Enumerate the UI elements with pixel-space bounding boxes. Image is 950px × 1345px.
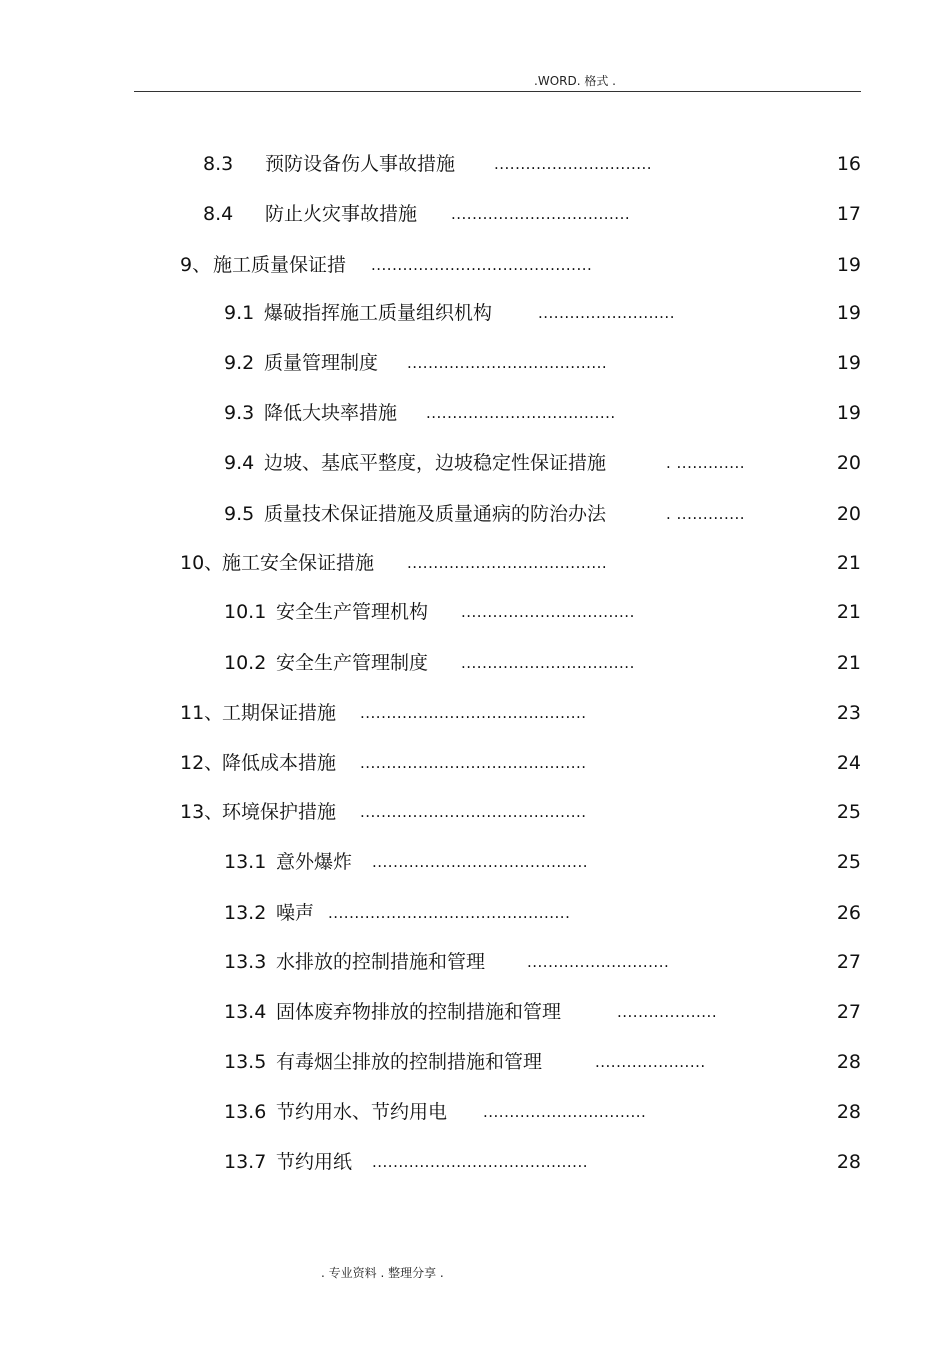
toc-entry-title: 节约用水、节约用电 [276, 1101, 448, 1123]
toc-entry-leader-dots: .............................. [494, 155, 653, 173]
toc-entry-leader-dots: ..................... [595, 1053, 706, 1071]
toc-entry-number: 10、 [180, 552, 224, 574]
toc-entry[interactable] [0, 997, 950, 1027]
toc-entry-page-number: 21 [836, 601, 861, 623]
toc-entry-title: 施工质量保证措 [213, 254, 347, 276]
toc-entry-title: 降低大块率措施 [264, 402, 398, 424]
toc-entry-leader-dots: ................................. [461, 603, 635, 621]
toc-entry-leader-dots: ............................... [483, 1103, 647, 1121]
toc-entry[interactable] [0, 1147, 950, 1177]
toc-entry-leader-dots: .................................... [426, 404, 616, 422]
toc-entry-leader-dots: ...................................... [407, 554, 608, 572]
toc-entry-title: 节约用纸 [276, 1151, 353, 1173]
toc-entry-page-number: 19 [836, 352, 861, 374]
toc-entry-number: 8.4 [203, 203, 234, 225]
toc-entry-leader-dots: .......................................... [371, 256, 593, 274]
toc-entry-page-number: 24 [836, 752, 861, 774]
toc-entry-title: 边坡、基底平整度，边坡稳定性保证措施 [264, 452, 607, 474]
toc-entry[interactable] [0, 348, 950, 378]
toc-entry-title: 质量技术保证措施及质量通病的防治办法 [264, 503, 607, 525]
page-header-text: .WORD. 格式 . [534, 74, 616, 88]
toc-entry-leader-dots: ........................................... [360, 803, 587, 821]
toc-entry-title: 防止火灾事故措施 [265, 203, 418, 225]
toc-entry-leader-dots: .................................. [451, 205, 631, 223]
toc-entry-title: 预防设备伤人事故措施 [265, 153, 456, 175]
toc-entry-page-number: 28 [836, 1101, 861, 1123]
toc-entry-number: 13.3 [224, 951, 267, 973]
header-rule [134, 91, 861, 92]
toc-entry-leader-dots: . ............. [666, 505, 746, 523]
toc-entry[interactable] [0, 448, 950, 478]
toc-entry-title: 意外爆炸 [276, 851, 353, 873]
toc-entry-page-number: 19 [836, 254, 861, 276]
toc-entry-number: 13.4 [224, 1001, 267, 1023]
toc-entry-number: 10.1 [224, 601, 267, 623]
toc-entry-leader-dots: . ............. [666, 454, 746, 472]
toc-entry-number: 13.1 [224, 851, 267, 873]
toc-entry-leader-dots: ........................................... [360, 754, 587, 772]
toc-entry[interactable] [0, 499, 950, 529]
toc-entry[interactable] [0, 149, 950, 179]
toc-entry-leader-dots: ................................. [461, 654, 635, 672]
page-footer-text: . 专业资料 . 整理分享 . [321, 1266, 444, 1280]
toc-entry-number: 13.7 [224, 1151, 267, 1173]
toc-entry-number: 13.2 [224, 902, 267, 924]
toc-entry-number: 13、 [180, 801, 224, 823]
toc-entry[interactable] [0, 797, 950, 827]
toc-entry-page-number: 19 [836, 302, 861, 324]
toc-entry[interactable] [0, 947, 950, 977]
toc-entry-number: 9.3 [224, 402, 255, 424]
toc-entry-page-number: 28 [836, 1051, 861, 1073]
toc-entry[interactable] [0, 898, 950, 928]
toc-entry-title: 工期保证措施 [222, 702, 337, 724]
toc-entry[interactable] [0, 1097, 950, 1127]
toc-entry-page-number: 21 [836, 552, 861, 574]
toc-entry-number: 9.1 [224, 302, 255, 324]
toc-entry-page-number: 17 [836, 203, 861, 225]
toc-entry-number: 12、 [180, 752, 224, 774]
toc-entry[interactable] [0, 748, 950, 778]
toc-entry-number: 11、 [180, 702, 224, 724]
toc-entry-page-number: 20 [836, 452, 861, 474]
toc-entry-page-number: 19 [836, 402, 861, 424]
toc-entry-number: 9.4 [224, 452, 255, 474]
toc-entry-leader-dots: ...................................... [407, 354, 608, 372]
toc-entry[interactable] [0, 698, 950, 728]
toc-entry-title: 固体废弃物排放的控制措施和管理 [276, 1001, 562, 1023]
toc-entry-title: 水排放的控制措施和管理 [276, 951, 486, 973]
toc-entry-leader-dots: ........................................... [360, 704, 587, 722]
toc-entry-number: 9.5 [224, 503, 255, 525]
toc-entry-page-number: 23 [836, 702, 861, 724]
toc-entry-number: 13.6 [224, 1101, 267, 1123]
toc-entry-number: 10.2 [224, 652, 267, 674]
toc-entry-page-number: 27 [836, 1001, 861, 1023]
toc-entry-page-number: 27 [836, 951, 861, 973]
toc-entry-leader-dots: ........................... [527, 953, 670, 971]
toc-entry[interactable] [0, 298, 950, 328]
toc-entry-title: 降低成本措施 [222, 752, 337, 774]
toc-entry-title: 噪声 [276, 902, 315, 924]
toc-entry[interactable] [0, 199, 950, 229]
toc-entry-leader-dots: .......................... [538, 304, 675, 322]
toc-entry-number: 9、 [180, 254, 212, 276]
toc-entry-page-number: 16 [836, 153, 861, 175]
toc-entry[interactable] [0, 648, 950, 678]
toc-entry-page-number: 25 [836, 851, 861, 873]
toc-entry-page-number: 26 [836, 902, 861, 924]
toc-entry[interactable] [0, 398, 950, 428]
toc-entry-number: 13.5 [224, 1051, 267, 1073]
toc-entry-leader-dots: ......................................... [372, 853, 588, 871]
toc-entry[interactable] [0, 597, 950, 627]
toc-entry-title: 质量管理制度 [264, 352, 379, 374]
toc-entry-title: 施工安全保证措施 [222, 552, 375, 574]
toc-entry-leader-dots: .............................................. [328, 904, 571, 922]
toc-entry-leader-dots: ................... [617, 1003, 718, 1021]
toc-entry[interactable] [0, 847, 950, 877]
toc-entry-page-number: 21 [836, 652, 861, 674]
toc-entry-number: 8.3 [203, 153, 234, 175]
toc-entry-title: 环境保护措施 [222, 801, 337, 823]
toc-entry-page-number: 20 [836, 503, 861, 525]
toc-entry-page-number: 28 [836, 1151, 861, 1173]
toc-entry[interactable] [0, 250, 950, 280]
toc-entry-number: 9.2 [224, 352, 255, 374]
toc-entry-title: 爆破指挥施工质量组织机构 [264, 302, 493, 324]
toc-entry-title: 安全生产管理制度 [276, 652, 429, 674]
toc-entry-leader-dots: ......................................... [372, 1153, 588, 1171]
toc-entry-page-number: 25 [836, 801, 861, 823]
toc-entry-title: 安全生产管理机构 [276, 601, 429, 623]
toc-entry[interactable] [0, 1047, 950, 1077]
toc-entry-title: 有毒烟尘排放的控制措施和管理 [276, 1051, 543, 1073]
toc-entry[interactable] [0, 548, 950, 578]
